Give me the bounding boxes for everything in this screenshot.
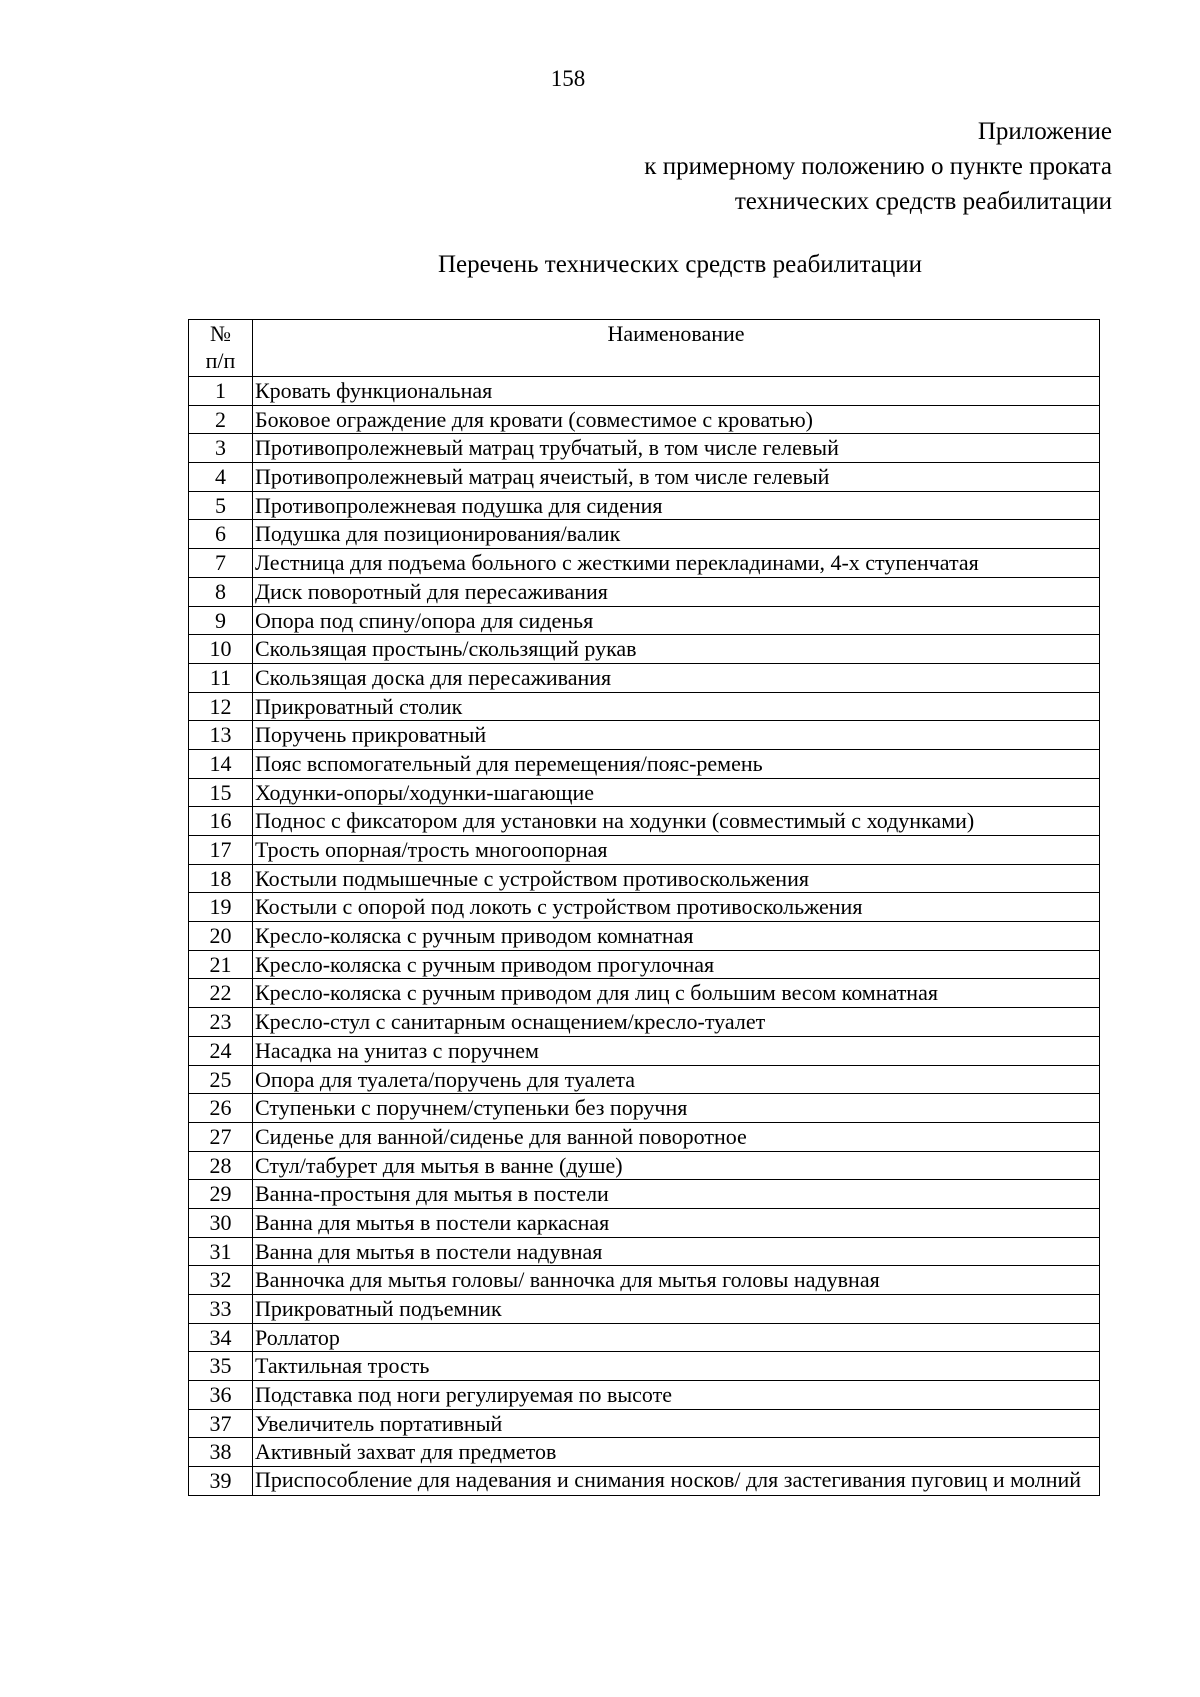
table-row (189, 1094, 1100, 1123)
row-name: Лестница для подъема больного с жесткими перекладинами, 4-х ступенчатая (253, 549, 1100, 578)
row-number: 27 (189, 1122, 253, 1151)
row-number: 31 (189, 1237, 253, 1266)
row-number: 18 (189, 864, 253, 893)
row-name: Противопролежневая подушка для сидения (253, 491, 1100, 520)
table-row (189, 520, 1100, 549)
table-row (189, 377, 1100, 406)
table-row (189, 405, 1100, 434)
row-number: 2 (189, 405, 253, 434)
row-number: 24 (189, 1036, 253, 1065)
row-name: Увеличитель портативный (253, 1409, 1100, 1438)
table-row (189, 1381, 1100, 1410)
table-row (189, 836, 1100, 865)
row-number: 28 (189, 1151, 253, 1180)
table-row (189, 721, 1100, 750)
row-name: Кресло-коляска с ручным приводом для лиц с большим весом комнатная (253, 979, 1100, 1008)
table-row (189, 463, 1100, 492)
row-number: 37 (189, 1409, 253, 1438)
table-row (189, 1208, 1100, 1237)
row-number: 13 (189, 721, 253, 750)
row-name: Ванна для мытья в постели надувная (253, 1237, 1100, 1266)
row-name: Кресло-коляска с ручным приводом прогулочная (253, 950, 1100, 979)
row-name: Пояс вспомогательный для перемещения/пояс-ремень (253, 749, 1100, 778)
row-name: Ванна для мытья в постели каркасная (253, 1208, 1100, 1237)
row-name: Стул/табурет для мытья в ванне (душе) (253, 1151, 1100, 1180)
row-number: 8 (189, 577, 253, 606)
row-name: Сиденье для ванной/сиденье для ванной поворотное (253, 1122, 1100, 1151)
table-row (189, 1151, 1100, 1180)
row-number: 15 (189, 778, 253, 807)
table-row (189, 606, 1100, 635)
row-number: 5 (189, 491, 253, 520)
row-number: 16 (189, 807, 253, 836)
table-row (189, 1467, 1100, 1496)
row-number: 9 (189, 606, 253, 635)
row-number: 17 (189, 836, 253, 865)
row-name: Противопролежневый матрац трубчатый, в том числе гелевый (253, 434, 1100, 463)
header-number (189, 320, 253, 377)
table-row (189, 950, 1100, 979)
row-number: 19 (189, 893, 253, 922)
appendix-header (644, 114, 1112, 219)
row-number: 6 (189, 520, 253, 549)
row-number: 39 (189, 1467, 253, 1496)
appendix-line-1: Приложение (977, 118, 1112, 145)
row-number: 1 (189, 377, 253, 406)
row-name: Поручень прикроватный (253, 721, 1100, 750)
row-number: 10 (189, 635, 253, 664)
row-number: 33 (189, 1295, 253, 1324)
row-name: Диск поворотный для пересаживания (253, 577, 1100, 606)
row-number: 20 (189, 922, 253, 951)
row-name: Боковое ограждение для кровати (совместимое с кроватью) (253, 405, 1100, 434)
table-row (189, 1323, 1100, 1352)
table-body (189, 377, 1100, 1496)
table-row (189, 1438, 1100, 1467)
row-number: 4 (189, 463, 253, 492)
document-title: Перечень технических средств реабилитации (437, 251, 922, 278)
table-row (189, 1008, 1100, 1037)
row-name: Скользящая простынь/скользящий рукав (253, 635, 1100, 664)
row-name: Ходунки-опоры/ходунки-шагающие (253, 778, 1100, 807)
table-row (189, 1352, 1100, 1381)
row-number: 21 (189, 950, 253, 979)
table-header-row (189, 320, 1100, 377)
row-number: 38 (189, 1438, 253, 1467)
row-number: 30 (189, 1208, 253, 1237)
table-row (189, 1266, 1100, 1295)
appendix-line-2: к примерному положению о пункте проката (644, 153, 1112, 180)
row-number: 29 (189, 1180, 253, 1209)
row-name: Кресло-коляска с ручным приводом комнатная (253, 922, 1100, 951)
row-number: 23 (189, 1008, 253, 1037)
table-row (189, 979, 1100, 1008)
table-row (189, 864, 1100, 893)
row-name: Ванна-простыня для мытья в постели (253, 1180, 1100, 1209)
table-row (189, 577, 1100, 606)
row-name: Костыли с опорой под локоть с устройством противоскольжения (253, 893, 1100, 922)
row-name: Костыли подмышечные с устройством противоскольжения (253, 864, 1100, 893)
row-number: 7 (189, 549, 253, 578)
row-name: Кровать функциональная (253, 377, 1100, 406)
row-name: Противопролежневый матрац ячеистый, в том числе гелевый (253, 463, 1100, 492)
table-row (189, 635, 1100, 664)
row-number: 35 (189, 1352, 253, 1381)
row-number: 22 (189, 979, 253, 1008)
page-number: 158 (550, 66, 586, 91)
table-row (189, 663, 1100, 692)
table-row (189, 491, 1100, 520)
row-number: 14 (189, 749, 253, 778)
table-row (189, 893, 1100, 922)
row-name: Ванночка для мытья головы/ ванночка для мытья головы надувная (253, 1266, 1100, 1295)
header-name: Наименование (253, 320, 1100, 377)
table-row (189, 1409, 1100, 1438)
row-name: Прикроватный столик (253, 692, 1100, 721)
table-row (189, 749, 1100, 778)
row-number: 11 (189, 663, 253, 692)
row-name: Поднос с фиксатором для установки на ходунки (совместимый с ходунками) (253, 807, 1100, 836)
row-name: Опора для туалета/поручень для туалета (253, 1065, 1100, 1094)
row-number: 25 (189, 1065, 253, 1094)
row-number: 36 (189, 1381, 253, 1410)
header-number-line-1: № (210, 321, 231, 346)
table-row (189, 1295, 1100, 1324)
row-number: 32 (189, 1266, 253, 1295)
row-name: Насадка на унитаз с поручнем (253, 1036, 1100, 1065)
row-number: 12 (189, 692, 253, 721)
row-name: Кресло-стул с санитарным оснащением/кресло-туалет (253, 1008, 1100, 1037)
header-number-line-2: п/п (205, 348, 236, 373)
row-name: Подушка для позиционирования/валик (253, 520, 1100, 549)
row-name: Роллатор (253, 1323, 1100, 1352)
row-name: Прикроватный подъемник (253, 1295, 1100, 1324)
row-name: Приспособление для надевания и снимания носков/ для застегивания пуговиц и молний (253, 1467, 1100, 1496)
table-row (189, 434, 1100, 463)
appendix-line-3: технических средств реабилитации (734, 188, 1112, 215)
table-row (189, 778, 1100, 807)
row-name: Тактильная трость (253, 1352, 1100, 1381)
row-name: Опора под спину/опора для сиденья (253, 606, 1100, 635)
table-row (189, 1065, 1100, 1094)
row-name: Ступеньки с поручнем/ступеньки без поручня (253, 1094, 1100, 1123)
row-name: Активный захват для предметов (253, 1438, 1100, 1467)
table-row (189, 549, 1100, 578)
table-row (189, 922, 1100, 951)
row-number: 34 (189, 1323, 253, 1352)
row-name: Скользящая доска для пересаживания (253, 663, 1100, 692)
row-name: Подставка под ноги регулируемая по высоте (253, 1381, 1100, 1410)
table-row (189, 807, 1100, 836)
equipment-table (188, 319, 1100, 1496)
table-row (189, 1036, 1100, 1065)
table-row (189, 692, 1100, 721)
row-name: Трость опорная/трость многоопорная (253, 836, 1100, 865)
table-row (189, 1122, 1100, 1151)
row-number: 26 (189, 1094, 253, 1123)
table-row (189, 1180, 1100, 1209)
table-row (189, 1237, 1100, 1266)
row-number: 3 (189, 434, 253, 463)
